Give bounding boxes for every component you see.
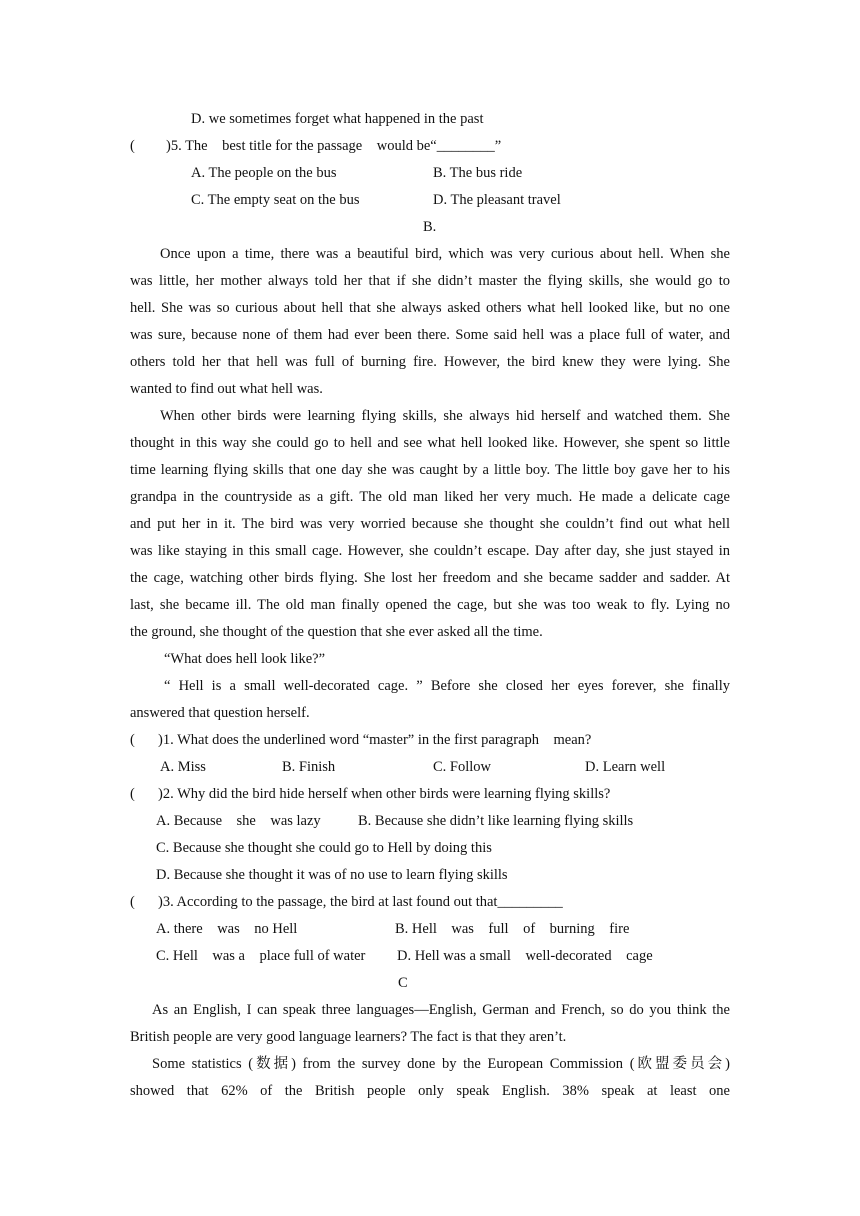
- passage-c-p2-line: Some statistics (数据) from the survey done by the European Commission (欧盟委员会): [152, 1056, 730, 1072]
- q2-option-b: B. Because she didn’t like learning flying skills: [358, 813, 634, 829]
- passage-b-p2-line: last, she became ill. The old man finally opened the cage, but she was too weak to fly. Lying no: [130, 597, 730, 613]
- passage-b-p2-line: the cage, watching other birds flying. She lost her freedom and she became sadder and sadder. At: [130, 570, 730, 586]
- passage-b-p1-line: was little, her mother always told her that if she didn’t master the flying skills, she would go to: [130, 273, 730, 289]
- passage-b-p1-line: Once upon a time, there was a beautiful bird, which was very curious about hell. When she: [160, 246, 730, 262]
- q5-stem: )5. The best title for the passage would be“________”: [166, 138, 502, 154]
- passage-b-dialog-line: “What does hell look like?”: [164, 651, 326, 667]
- q1-option-b: B. Finish: [282, 759, 336, 775]
- q2-option-c: C. Because she thought she could go to Hell by doing this: [156, 840, 492, 856]
- q3-option-b: B. Hell was full of burning fire: [395, 921, 630, 937]
- q3-stem: )3. According to the passage, the bird at last found out that_________: [158, 894, 563, 910]
- q5-option-c: C. The empty seat on the bus: [191, 192, 360, 208]
- passage-b-p2-line: and put her in it. The bird was very worried because she thought she couldn’t find out what hell: [130, 516, 730, 532]
- passage-b-dialog-line: answered that question herself.: [130, 705, 310, 721]
- passage-b-p2-line: time learning flying skills that one day she was caught by a little boy. The little boy gave her to his: [130, 462, 730, 478]
- passage-b-p2-line: was like staying in this small cage. However, she couldn’t escape. Day after day, she just stayed in: [130, 543, 730, 559]
- q2-answer-paren: (: [130, 786, 135, 802]
- q3-option-d: D. Hell was a small well-decorated cage: [397, 948, 653, 964]
- passage-b-p2-line: grandpa in the countryside as a gift. The old man liked her very much. He made a delicate cage: [130, 489, 730, 505]
- q2-stem: )2. Why did the bird hide herself when other birds were learning flying skills?: [158, 786, 611, 802]
- q5-option-d: D. The pleasant travel: [433, 192, 561, 208]
- q2-option-a: A. Because she was lazy: [156, 813, 321, 829]
- q4-option-d: D. we sometimes forget what happened in the past: [191, 111, 484, 127]
- passage-b-p1-line: hell. She was so curious about hell that she always asked others what hell looked like, but no one: [130, 300, 730, 316]
- q1-answer-paren: (: [130, 732, 135, 748]
- q5-answer-paren: (: [130, 138, 135, 154]
- q1-option-a: A. Miss: [160, 759, 206, 775]
- q3-answer-paren: (: [130, 894, 135, 910]
- passage-b-dialog-line: “ Hell is a small well-decorated cage. ” Before she closed her eyes forever, she finally: [164, 678, 730, 694]
- q3-option-c: C. Hell was a place full of water: [156, 948, 366, 964]
- q1-stem: )1. What does the underlined word “master” in the first paragraph mean?: [158, 732, 592, 748]
- passage-b-p1-line: others told her that hell was full of burning fire. However, the bird knew they were lying. She: [130, 354, 730, 370]
- q5-option-a: A. The people on the bus: [191, 165, 337, 181]
- passage-b-p1-line: wanted to find out what hell was.: [130, 381, 323, 397]
- q5-option-b: B. The bus ride: [433, 165, 523, 181]
- passage-c-p1-line: As an English, I can speak three languages—English, German and French, so do you think the: [152, 1002, 730, 1018]
- passage-b-p2-line: thought in this way she could go to hell and see what hell looked like. However, she spent so little: [130, 435, 730, 451]
- passage-c-p2-line: showed that 62% of the British people only speak English. 38% speak at least one: [130, 1083, 730, 1099]
- q1-option-c: C. Follow: [433, 759, 492, 775]
- passage-b-p2-line: When other birds were learning flying skills, she always hid herself and watched them. She: [160, 408, 730, 424]
- passage-b-p2-line: the ground, she thought of the question that she ever asked all the time.: [130, 624, 543, 640]
- passage-b-p1-line: was sure, because none of them had ever been there. Some said hell was a place full of water, and: [130, 327, 730, 343]
- section-c-heading: C: [398, 975, 408, 991]
- section-b-heading: B.: [423, 219, 437, 235]
- passage-c-p1-line: British people are very good language learners? The fact is that they aren’t.: [130, 1029, 567, 1045]
- q2-option-d: D. Because she thought it was of no use to learn flying skills: [156, 867, 508, 883]
- q3-option-a: A. there was no Hell: [156, 921, 298, 937]
- q1-option-d: D. Learn well: [585, 759, 666, 775]
